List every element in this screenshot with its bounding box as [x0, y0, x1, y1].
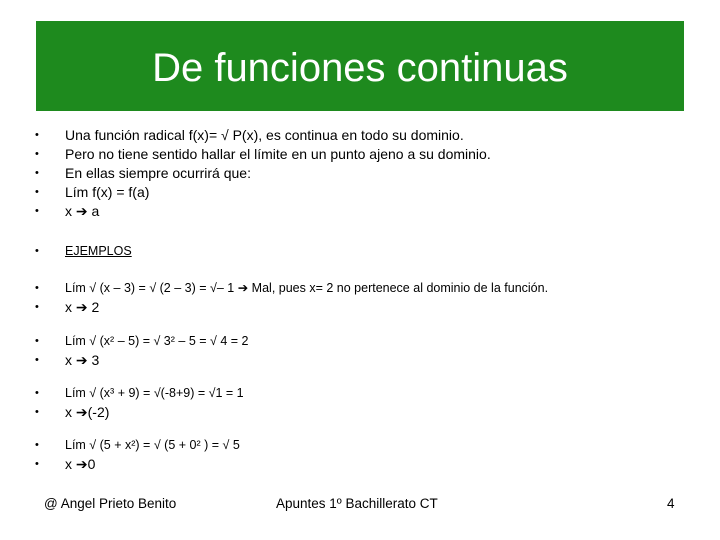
bullet-icon: •: [35, 167, 39, 179]
example-expression: Lím √ (x² – 5) = √ 3² – 5 = √ 4 = 2: [65, 334, 249, 348]
list-item: [0, 202, 720, 221]
bullet-icon: •: [35, 301, 39, 313]
bullet-icon: •: [35, 205, 39, 217]
bullet-icon: •: [35, 186, 39, 198]
bullet-icon: •: [35, 148, 39, 160]
bullet-icon: •: [35, 354, 39, 366]
intro-line: Una función radical f(x)= √ P(x), es continua en todo su dominio.: [65, 127, 464, 143]
intro-line: x ➔ a: [65, 203, 100, 219]
example-1: [0, 279, 720, 317]
bullet-icon: •: [35, 245, 39, 257]
bullet-icon: •: [35, 458, 39, 470]
list-item: [0, 164, 720, 183]
example-expression: Lím √ (x – 3) = √ (2 – 3) = √– 1 ➔ Mal, pues x= 2 no pertenece al dominio de la función.: [65, 281, 549, 295]
example-limit: x ➔0: [65, 456, 96, 472]
examples-heading-row: [0, 242, 720, 261]
footer-author: @ Angel Prieto Benito: [44, 496, 177, 511]
example-4: [0, 436, 720, 474]
example-limit: x ➔ 2: [65, 299, 100, 315]
list-item: [0, 183, 720, 202]
example-limit: x ➔(-2): [65, 404, 110, 420]
list-item: [0, 145, 720, 164]
title-bar: [36, 21, 684, 111]
footer-course: Apuntes 1º Bachillerato CT: [276, 496, 438, 511]
intro-line: Lím f(x) = f(a): [65, 184, 150, 200]
bullet-icon: •: [35, 129, 39, 141]
example-expression: Lím √ (x³ + 9) = √(-8+9) = √1 = 1: [65, 386, 244, 400]
slide-title: De funciones continuas: [152, 46, 568, 90]
bullet-icon: •: [35, 387, 39, 399]
list-item: [0, 126, 720, 145]
intro-line: En ellas siempre ocurrirá que:: [65, 165, 251, 181]
bullet-icon: •: [35, 439, 39, 451]
example-2: [0, 332, 720, 370]
bullet-icon: •: [35, 335, 39, 347]
page-number: 4: [667, 496, 675, 511]
bullet-icon: •: [35, 406, 39, 418]
example-expression: Lím √ (5 + x²) = √ (5 + 0² ) = √ 5: [65, 438, 240, 452]
example-3: [0, 384, 720, 422]
bullet-icon: •: [35, 282, 39, 294]
example-limit: x ➔ 3: [65, 352, 100, 368]
intro-list: [0, 126, 720, 221]
intro-line: Pero no tiene sentido hallar el límite en un punto ajeno a su dominio.: [65, 146, 491, 162]
examples-heading: EJEMPLOS: [65, 244, 132, 258]
